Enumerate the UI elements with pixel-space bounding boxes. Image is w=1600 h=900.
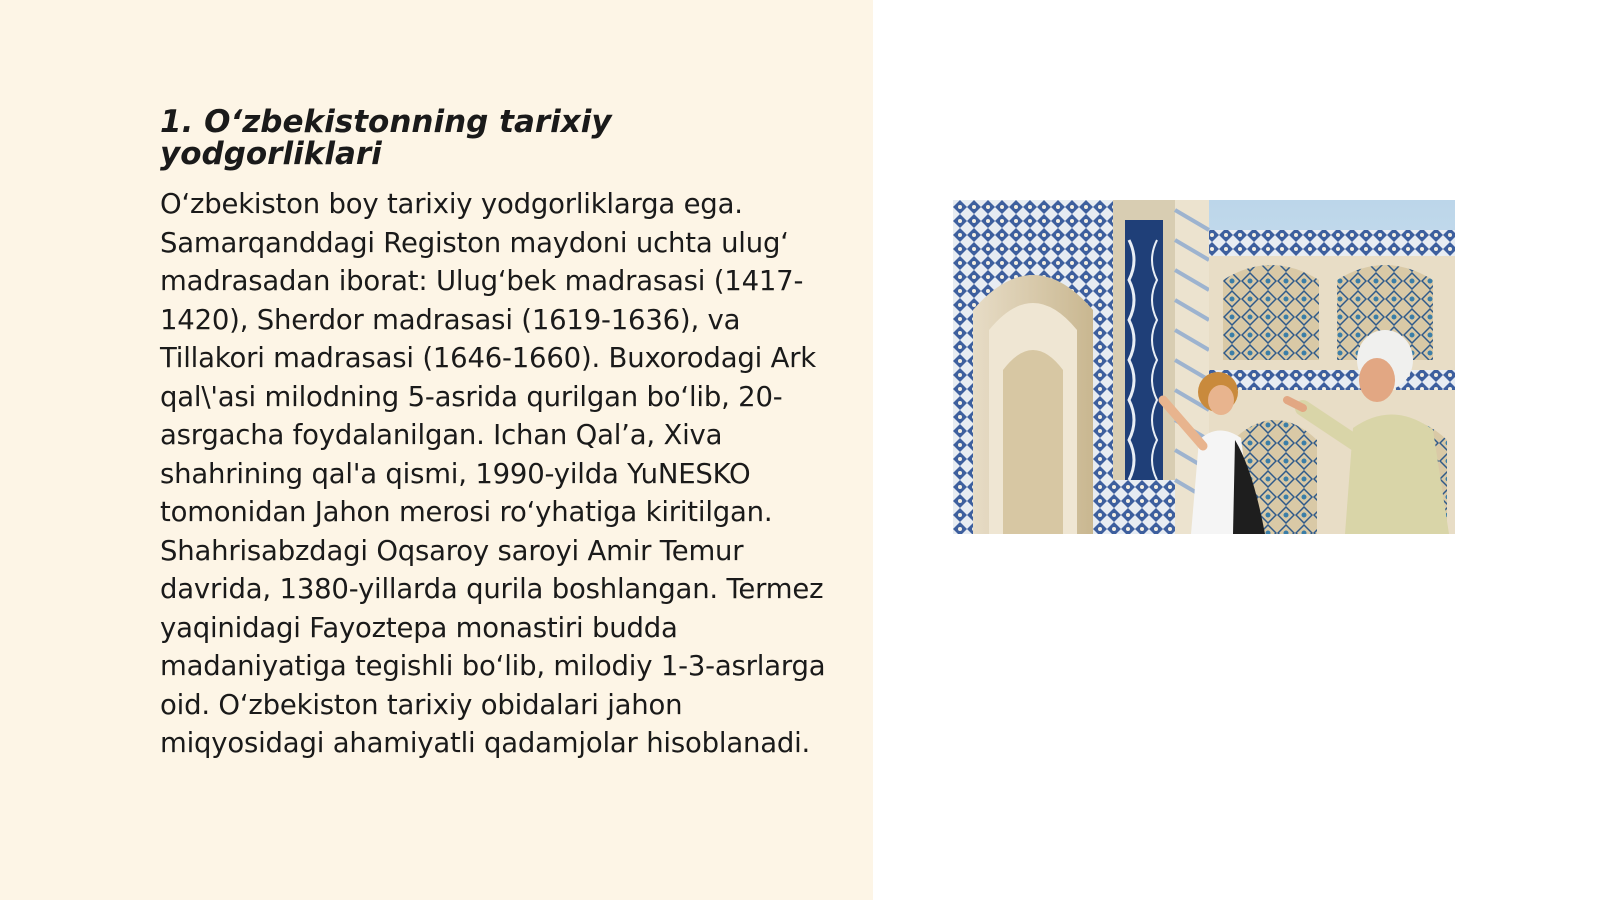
- madrasa-photo-icon: [953, 200, 1455, 534]
- slide-body-text: O‘zbekiston boy tarixiy yodgorliklarga ega. Samarqanddagi Registon maydoni uchta ulug‘ madrasadan iborat: Ulug‘bek madrasasi (1417-1420), Sherdor madrasasi (1619-1636), va Tillakori madrasasi (1646-1660). Buxorodagi Ark qal\'asi milodning 5-asrida qurilgan bo‘lib, 20-asrgacha foydalanilgan. Ichan Qal’a, Xiva shahrining qal'a qismi, 1990-yilda YuNESKO tomonidan Jahon merosi ro‘yhatiga kiritilgan. Shahrisabzdagi Oqsaroy saroyi Amir Temur davrida, 1380-yillarda qurila boshlangan. Termez yaqinidagi Fayoztepa monastiri budda madaniyatiga tegishli bo‘lib, milodiy 1-3-asrlarga oid. O‘zbekiston tarixiy obidalari jahon miqyosidagi ahamiyatli qadamjolar hisoblanadi.: [160, 188, 826, 759]
- slide-title: 1. O‘zbekistonning tarixiy yodgorliklari: [160, 104, 612, 172]
